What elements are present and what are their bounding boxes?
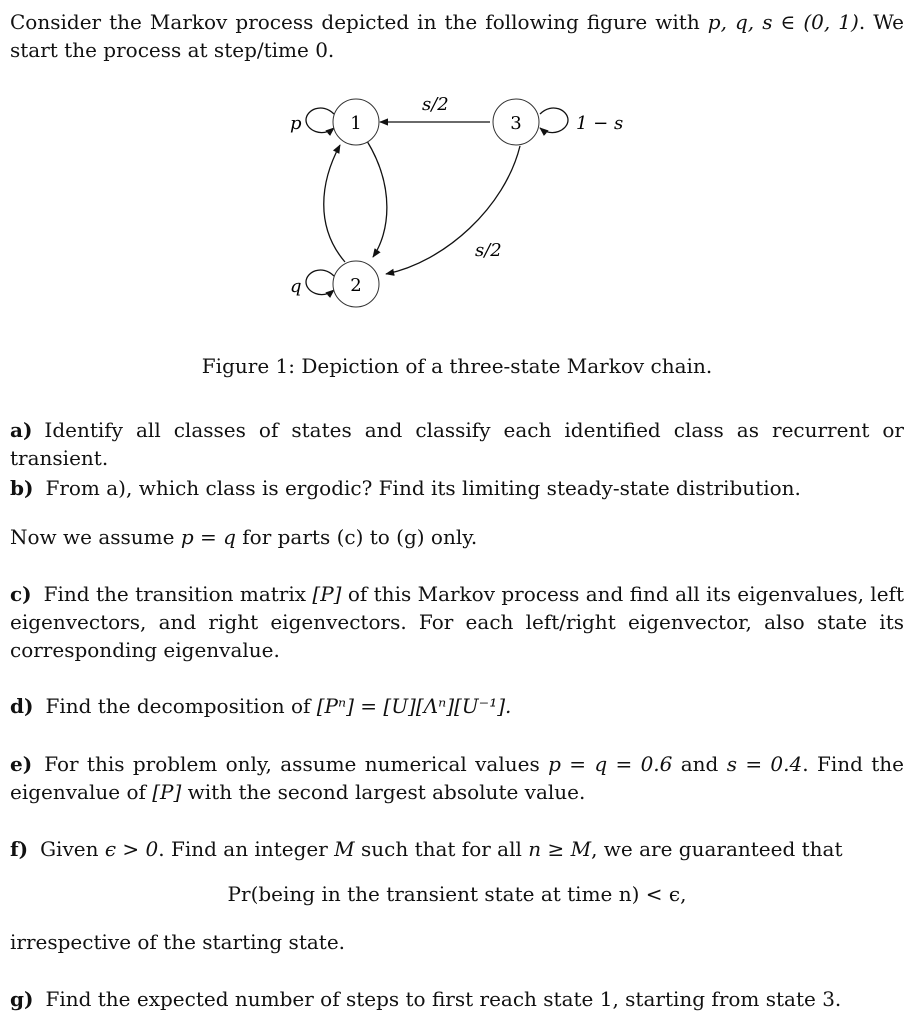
question-f-continuation: irrespective of the starting state. — [10, 930, 346, 954]
question-e-math-2: s = 0.4 — [726, 752, 803, 776]
question-e-math-3: [P] — [152, 780, 182, 804]
question-a-text: Identify all classes of states and classify each identified class as recurrent or transient. — [10, 418, 904, 470]
edge-1-to-2 — [367, 141, 387, 257]
question-g-label: g) — [10, 987, 34, 1011]
edge-2-to-1 — [324, 145, 345, 262]
intro-text-1: Consider the Markov process depicted in the following figure with — [10, 10, 708, 34]
question-e-math-1: p = q = 0.6 — [548, 752, 673, 776]
question-c — [10, 580, 904, 664]
question-f-math-3: n ≥ M — [528, 837, 592, 861]
edge-label-s-half-top: s/2 — [422, 94, 449, 115]
question-c-label: c) — [10, 582, 32, 606]
node-3 — [493, 99, 539, 145]
question-e-text-2: and — [672, 752, 727, 776]
question-d-label: d) — [10, 694, 34, 718]
loop-label-p: p — [290, 113, 302, 134]
assumption-text-2: for parts (c) to (g) only. — [235, 525, 478, 549]
edge-label-s-half-bottom: s/2 — [475, 240, 502, 261]
question-e-text-1: For this problem only, assume numerical values — [44, 752, 549, 776]
intro-text-2: . We start the process at step/time 0. — [10, 10, 904, 62]
question-e-text-3: . Find the eigenvalue of — [10, 752, 905, 804]
question-c-text-1: Find the transition matrix — [43, 582, 313, 606]
assumption-text — [10, 523, 904, 551]
question-b — [10, 474, 904, 502]
question-f-math-2: M — [334, 837, 355, 861]
figure-caption: Figure 1: Depiction of a three-state Markov chain. — [201, 354, 713, 378]
question-f-text-4: , we are guaranteed that — [591, 837, 843, 861]
question-e — [10, 750, 904, 806]
question-d-math: [Pⁿ] = [U][Λⁿ][U⁻¹]. — [316, 694, 512, 718]
question-c-text-2: of this Markov process and find all its eigenvalues, left eigenvectors, and right eigenvectors. For each left/right eigenvector, also state its corresponding eigenvalue. — [10, 582, 904, 662]
question-a — [10, 416, 904, 472]
markov-chain-figure — [250, 82, 670, 322]
self-loop-2 — [306, 270, 334, 295]
question-f-label: f) — [10, 837, 29, 861]
question-f-text-1: Given — [40, 837, 105, 861]
node-1-label: 1 — [350, 113, 362, 134]
assumption-text-1: Now we assume — [10, 525, 181, 549]
node-1 — [333, 99, 379, 145]
question-e-label: e) — [10, 752, 33, 776]
loop-label-1-minus-s: 1 − s — [576, 113, 624, 134]
question-f — [10, 835, 904, 863]
question-a-label: a) — [10, 418, 33, 442]
assumption-math: p = q — [180, 525, 236, 549]
question-d — [10, 692, 904, 720]
question-g-text: Find the expected number of steps to first reach state 1, starting from state 3. — [45, 987, 842, 1011]
loop-label-q: q — [290, 276, 302, 297]
question-b-text: From a), which class is ergodic? Find its limiting steady-state distribution. — [45, 476, 801, 500]
question-b-label: b) — [10, 476, 34, 500]
question-f-text-3: such that for all — [354, 837, 529, 861]
question-f-text-2: . Find an integer — [158, 837, 335, 861]
intro-paragraph — [10, 8, 904, 64]
question-f-display-equation: Pr(being in the transient state at time n) < ϵ, — [227, 882, 687, 906]
intro-math: p, q, s ∈ (0, 1) — [707, 10, 859, 34]
question-f-math-1: ϵ > 0 — [104, 837, 159, 861]
question-d-text: Find the decomposition of — [45, 694, 317, 718]
node-2 — [333, 261, 379, 307]
node-3-label: 3 — [510, 113, 522, 134]
question-e-text-4: with the second largest absolute value. — [181, 780, 586, 804]
question-c-math: [P] — [312, 582, 342, 606]
node-2-label: 2 — [350, 275, 362, 296]
self-loop-1 — [306, 108, 334, 133]
question-g — [10, 985, 904, 1013]
self-loop-3 — [540, 108, 568, 133]
